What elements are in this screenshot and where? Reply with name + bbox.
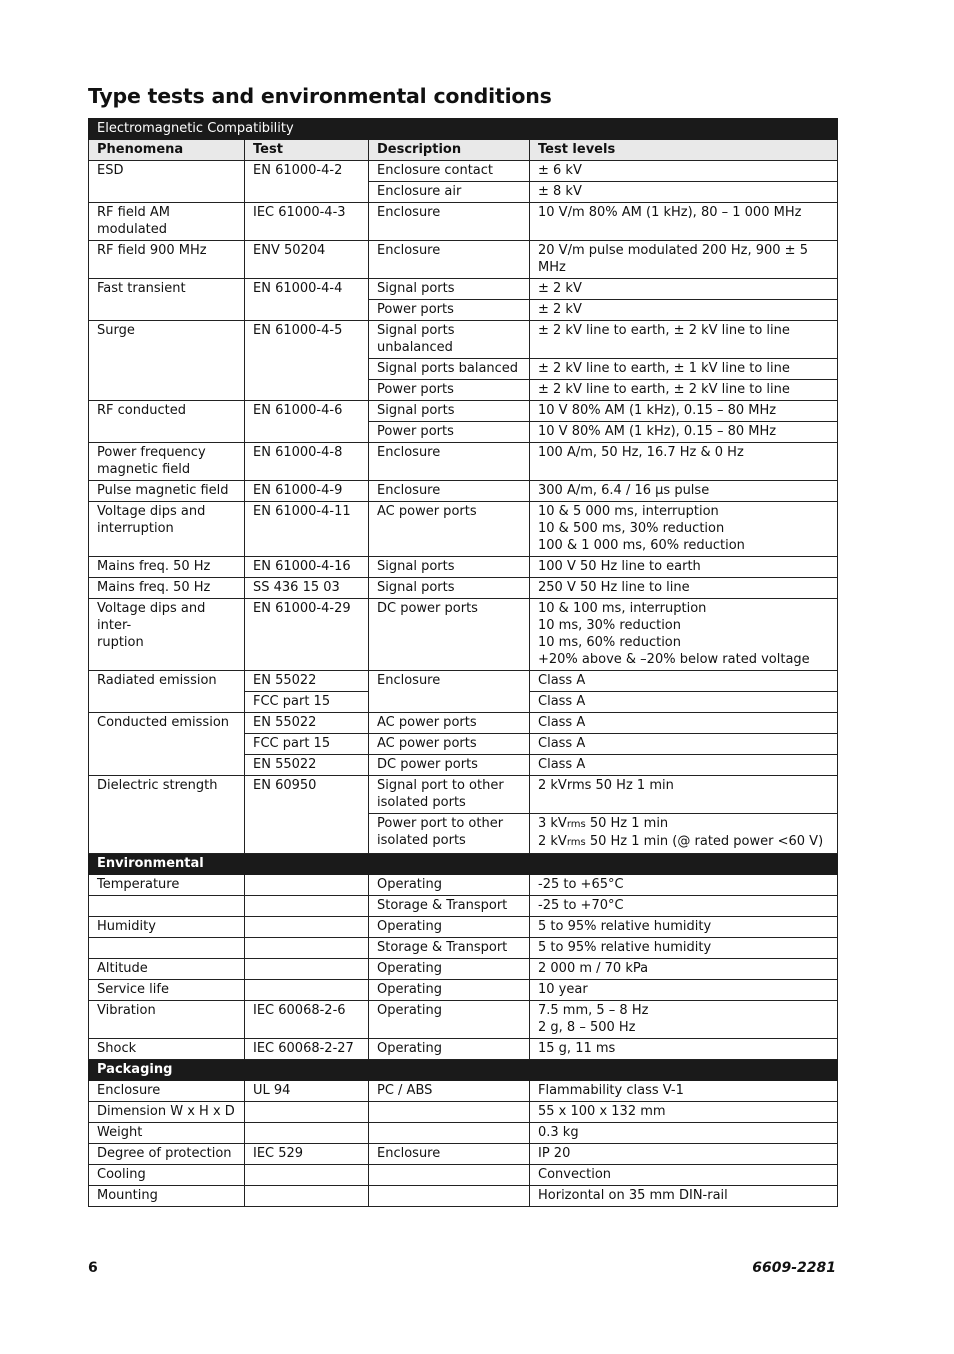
description-cell: Signal ports xyxy=(369,279,530,300)
test-cell: IEC 61000-4-3 xyxy=(245,203,369,241)
level-cell: ± 2 kV line to earth, ± 2 kV line to line xyxy=(530,380,838,401)
description-cell xyxy=(369,776,530,814)
table-row xyxy=(89,401,838,422)
table-header xyxy=(89,140,838,161)
description-cell xyxy=(369,1165,530,1186)
description-cell xyxy=(369,1123,530,1144)
table-row xyxy=(89,776,838,814)
phenomena-cell: Mains freq. 50 Hz xyxy=(89,557,245,578)
level-cell: ± 2 kV line to earth, ± 2 kV line to line xyxy=(530,321,838,359)
table-row xyxy=(89,599,838,671)
page-number: 6 xyxy=(88,1260,98,1276)
phenomena-cell: Mains freq. 50 Hz xyxy=(89,578,245,599)
description-cell: Power ports xyxy=(369,300,530,321)
phenomena-cell: Service life xyxy=(89,980,245,1001)
description-cell: Power ports xyxy=(369,422,530,443)
description-cell: AC power ports xyxy=(369,502,530,557)
section-emc xyxy=(89,119,838,140)
level-value: 3 kV xyxy=(538,816,567,831)
phenomena-cell: Weight xyxy=(89,1123,245,1144)
table-row xyxy=(89,241,838,279)
level-cell: Class A xyxy=(530,692,838,713)
description-cell: Signal ports xyxy=(369,401,530,422)
section-title: Environmental xyxy=(89,854,245,875)
description-cell: Storage & Transport xyxy=(369,896,530,917)
table-row xyxy=(89,980,838,1001)
phenomena-cell: Mounting xyxy=(89,1186,245,1207)
test-cell: EN 61000-4-11 xyxy=(245,502,369,557)
phenomena-cell xyxy=(89,896,245,917)
table-row xyxy=(89,1123,838,1144)
description-cell: Signal ports balanced xyxy=(369,359,530,380)
level-cell: Horizontal on 35 mm DIN-rail xyxy=(530,1186,838,1207)
description-line: Signal port to other xyxy=(377,778,504,793)
level-cell: -25 to +65°C xyxy=(530,875,838,896)
level-cell xyxy=(530,1001,838,1039)
level-line: 100 & 1 000 ms, 60% reduction xyxy=(538,538,745,553)
level-value: 50 Hz 1 min xyxy=(585,816,669,831)
section-fill xyxy=(530,854,838,875)
description-line: Power port to other xyxy=(377,816,504,831)
table-row xyxy=(89,557,838,578)
phenomena-cell: Pulse magnetic field xyxy=(89,481,245,502)
phenomena-line: ruption xyxy=(97,635,144,650)
level-cell: 10 V 80% AM (1 kHz), 0.15 – 80 MHz xyxy=(530,422,838,443)
description-cell: Enclosure xyxy=(369,671,530,713)
phenomena-cell: Shock xyxy=(89,1039,245,1060)
table-row xyxy=(89,1186,838,1207)
level-cell: 300 A/m, 6.4 / 16 µs pulse xyxy=(530,481,838,502)
header-description: Description xyxy=(369,140,530,161)
level-line: 10 ms, 30% reduction xyxy=(538,618,681,633)
description-cell: AC power ports xyxy=(369,713,530,734)
level-cell: ± 2 kV line to earth, ± 1 kV line to line xyxy=(530,359,838,380)
section-packaging xyxy=(89,1060,838,1081)
level-cell: ± 6 kV xyxy=(530,161,838,182)
phenomena-cell: Dielectric strength xyxy=(89,776,245,854)
level-cell xyxy=(530,814,838,854)
level-cell: 5 to 95% relative humidity xyxy=(530,917,838,938)
phenomena-cell: ESD xyxy=(89,161,245,203)
level-cell: 0.3 kg xyxy=(530,1123,838,1144)
level-line xyxy=(538,833,829,851)
test-cell xyxy=(245,959,369,980)
level-line: 10 ms, 60% reduction xyxy=(538,635,681,650)
test-cell xyxy=(245,896,369,917)
description-cell: Operating xyxy=(369,917,530,938)
test-cell: EN 61000-4-6 xyxy=(245,401,369,443)
section-fill xyxy=(530,1060,838,1081)
test-cell xyxy=(245,980,369,1001)
test-cell: IEC 60068-2-6 xyxy=(245,1001,369,1039)
level-cell: 20 V/m pulse modulated 200 Hz, 900 ± 5 MHz xyxy=(530,241,838,279)
level-value: 50 Hz 1 min (@ rated power <60 V) xyxy=(585,834,824,849)
phenomena-cell: Humidity xyxy=(89,917,245,938)
section-fill xyxy=(369,854,530,875)
test-cell: SS 436 15 03 xyxy=(245,578,369,599)
table-row xyxy=(89,875,838,896)
section-fill xyxy=(369,1060,530,1081)
level-unit: rms xyxy=(566,819,586,830)
phenomena-line: magnetic field xyxy=(97,462,191,477)
level-line: 10 & 5 000 ms, interruption xyxy=(538,504,719,519)
level-unit: rms xyxy=(566,837,586,848)
test-cell: EN 61000-4-4 xyxy=(245,279,369,321)
description-cell: Operating xyxy=(369,1001,530,1039)
test-cell: EN 60950 xyxy=(245,776,369,854)
page-title: Type tests and environmental conditions xyxy=(88,84,552,108)
test-cell: EN 55022 xyxy=(245,713,369,734)
level-cell: 2 000 m / 70 kPa xyxy=(530,959,838,980)
header-phenomena: Phenomena xyxy=(89,140,245,161)
table-row xyxy=(89,917,838,938)
level-value: 2 kV xyxy=(538,834,567,849)
test-cell: FCC part 15 xyxy=(245,734,369,755)
level-cell: 2 kVrms 50 Hz 1 min xyxy=(530,776,838,814)
test-cell xyxy=(245,1186,369,1207)
level-cell: -25 to +70°C xyxy=(530,896,838,917)
level-line: 10 & 500 ms, 30% reduction xyxy=(538,521,725,536)
table-row xyxy=(89,959,838,980)
table-row xyxy=(89,481,838,502)
table-row xyxy=(89,321,838,359)
phenomena-line: Voltage dips and inter- xyxy=(97,601,206,633)
table-row xyxy=(89,713,838,734)
table-row xyxy=(89,1081,838,1102)
level-cell xyxy=(530,502,838,557)
level-cell: 55 x 100 x 132 mm xyxy=(530,1102,838,1123)
phenomena-cell: RF field 900 MHz xyxy=(89,241,245,279)
phenomena-cell: Conducted emission xyxy=(89,713,245,776)
description-cell: DC power ports xyxy=(369,599,530,671)
test-cell: EN 61000-4-8 xyxy=(245,443,369,481)
description-cell: Operating xyxy=(369,980,530,1001)
level-cell: 10 V/m 80% AM (1 kHz), 80 – 1 000 MHz xyxy=(530,203,838,241)
description-cell: Operating xyxy=(369,959,530,980)
description-cell: AC power ports xyxy=(369,734,530,755)
level-cell: Class A xyxy=(530,713,838,734)
table-row xyxy=(89,1039,838,1060)
test-cell xyxy=(245,917,369,938)
description-cell: Signal ports xyxy=(369,557,530,578)
level-line: 10 & 100 ms, interruption xyxy=(538,601,707,616)
description-cell: Signal ports xyxy=(369,578,530,599)
section-environmental xyxy=(89,854,838,875)
table-row xyxy=(89,1144,838,1165)
phenomena-cell: Vibration xyxy=(89,1001,245,1039)
phenomena-cell: RF conducted xyxy=(89,401,245,443)
level-cell: ± 8 kV xyxy=(530,182,838,203)
table-row xyxy=(89,502,838,557)
test-cell xyxy=(245,1165,369,1186)
phenomena-line: Voltage dips and xyxy=(97,504,206,519)
phenomena-line: Power frequency xyxy=(97,445,206,460)
table-row xyxy=(89,938,838,959)
description-cell: PC / ABS xyxy=(369,1081,530,1102)
description-cell xyxy=(369,1186,530,1207)
level-line xyxy=(538,815,829,833)
description-cell: Enclosure air xyxy=(369,182,530,203)
level-cell: Class A xyxy=(530,755,838,776)
test-cell: FCC part 15 xyxy=(245,692,369,713)
test-cell xyxy=(245,938,369,959)
level-line: 2 g, 8 – 500 Hz xyxy=(538,1020,636,1035)
description-cell xyxy=(369,814,530,854)
header-levels: Test levels xyxy=(530,140,838,161)
description-cell xyxy=(369,1102,530,1123)
description-cell: Storage & Transport xyxy=(369,938,530,959)
level-line: 7.5 mm, 5 – 8 Hz xyxy=(538,1003,649,1018)
level-cell: 5 to 95% relative humidity xyxy=(530,938,838,959)
level-cell xyxy=(530,599,838,671)
test-cell: IEC 60068-2-27 xyxy=(245,1039,369,1060)
test-cell xyxy=(245,875,369,896)
test-cell: UL 94 xyxy=(245,1081,369,1102)
test-cell: EN 61000-4-16 xyxy=(245,557,369,578)
table-row xyxy=(89,161,838,182)
phenomena-cell: Cooling xyxy=(89,1165,245,1186)
level-cell: Class A xyxy=(530,734,838,755)
header-test: Test xyxy=(245,140,369,161)
table-row xyxy=(89,1165,838,1186)
test-cell: ENV 50204 xyxy=(245,241,369,279)
table-row xyxy=(89,1102,838,1123)
description-cell: Enclosure xyxy=(369,241,530,279)
phenomena-cell xyxy=(89,938,245,959)
test-cell: EN 55022 xyxy=(245,755,369,776)
description-cell: Enclosure xyxy=(369,203,530,241)
section-title: Electromagnetic Compatibility xyxy=(89,119,838,140)
phenomena-cell: Fast transient xyxy=(89,279,245,321)
level-cell: 100 A/m, 50 Hz, 16.7 Hz & 0 Hz xyxy=(530,443,838,481)
table-row xyxy=(89,1001,838,1039)
test-cell: EN 61000-4-9 xyxy=(245,481,369,502)
test-cell: IEC 529 xyxy=(245,1144,369,1165)
test-cell xyxy=(245,1123,369,1144)
test-cell: EN 61000-4-5 xyxy=(245,321,369,401)
level-line: +20% above & –20% below rated voltage xyxy=(538,652,810,667)
table-row xyxy=(89,203,838,241)
table-row xyxy=(89,896,838,917)
test-cell: EN 55022 xyxy=(245,671,369,692)
level-cell: 15 g, 11 ms xyxy=(530,1039,838,1060)
description-line: isolated ports xyxy=(377,795,466,810)
phenomena-cell xyxy=(89,443,245,481)
table-row xyxy=(89,279,838,300)
description-cell: Enclosure contact xyxy=(369,161,530,182)
phenomena-cell: Surge xyxy=(89,321,245,401)
section-fill xyxy=(245,854,369,875)
level-cell: ± 2 kV xyxy=(530,279,838,300)
level-cell: Flammability class V-1 xyxy=(530,1081,838,1102)
description-cell: Signal ports unbalanced xyxy=(369,321,530,359)
description-cell: Enclosure xyxy=(369,1144,530,1165)
phenomena-cell: RF field AM modulated xyxy=(89,203,245,241)
description-cell: Power ports xyxy=(369,380,530,401)
phenomena-cell: Radiated emission xyxy=(89,671,245,713)
section-fill xyxy=(245,1060,369,1081)
description-cell: Operating xyxy=(369,875,530,896)
phenomena-cell: Degree of protection xyxy=(89,1144,245,1165)
level-cell: 250 V 50 Hz line to line xyxy=(530,578,838,599)
level-cell: Class A xyxy=(530,671,838,692)
phenomena-line: interruption xyxy=(97,521,174,536)
level-cell: 10 year xyxy=(530,980,838,1001)
table-row xyxy=(89,671,838,692)
phenomena-cell: Enclosure xyxy=(89,1081,245,1102)
level-cell: 10 V 80% AM (1 kHz), 0.15 – 80 MHz xyxy=(530,401,838,422)
test-cell: EN 61000-4-2 xyxy=(245,161,369,203)
description-line: isolated ports xyxy=(377,833,466,848)
table-row xyxy=(89,443,838,481)
description-cell: DC power ports xyxy=(369,755,530,776)
test-cell xyxy=(245,1102,369,1123)
section-title: Packaging xyxy=(89,1060,245,1081)
description-cell: Enclosure xyxy=(369,443,530,481)
level-cell: Convection xyxy=(530,1165,838,1186)
test-cell: EN 61000-4-29 xyxy=(245,599,369,671)
description-cell: Operating xyxy=(369,1039,530,1060)
level-cell: ± 2 kV xyxy=(530,300,838,321)
phenomena-cell: Altitude xyxy=(89,959,245,980)
spec-table xyxy=(88,118,838,1207)
phenomena-cell: Temperature xyxy=(89,875,245,896)
phenomena-cell xyxy=(89,599,245,671)
level-cell: IP 20 xyxy=(530,1144,838,1165)
phenomena-cell: Dimension W x H x D xyxy=(89,1102,245,1123)
level-cell: 100 V 50 Hz line to earth xyxy=(530,557,838,578)
table-row xyxy=(89,578,838,599)
phenomena-cell xyxy=(89,502,245,557)
description-cell: Enclosure xyxy=(369,481,530,502)
document-number: 6609-2281 xyxy=(752,1260,836,1276)
